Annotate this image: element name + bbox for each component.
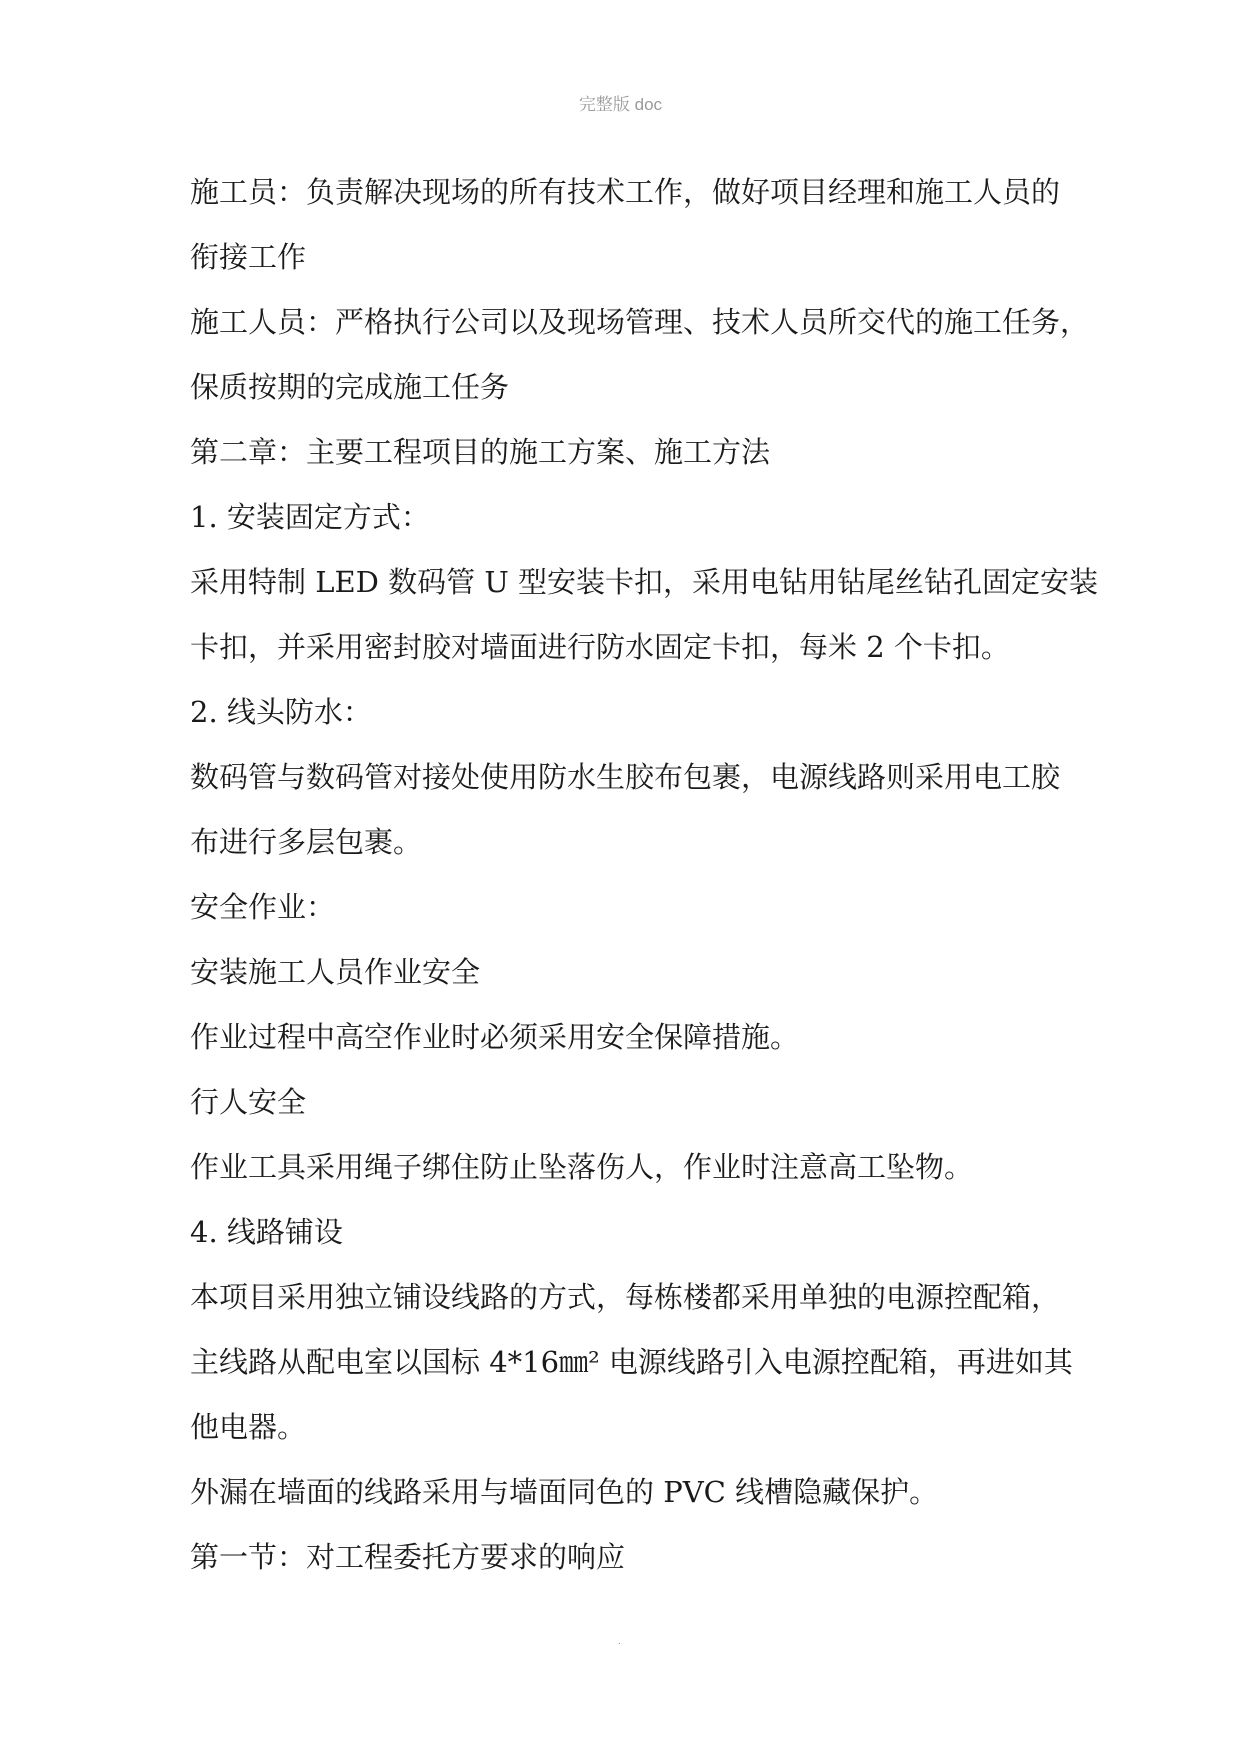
text-line: 卡扣，并采用密封胶对墙面进行防水固定卡扣，每米 2 个卡扣。 [190,630,1010,664]
text-line: 安装施工人员作业安全 [190,955,481,989]
text-line: 衔接工作 [190,240,307,274]
text-line: 他电器。 [190,1410,307,1444]
section-heading: 第一节：对工程委托方要求的响应 [190,1540,626,1574]
section-heading: 4. 线路铺设 [190,1215,343,1249]
text-line: 施工员：负责解决现场的所有技术工作，做好项目经理和施工人员的 [190,175,1061,209]
document-body [190,160,1098,1590]
page-footer-dot: . [618,1636,621,1647]
chapter-heading: 第二章：主要工程项目的施工方案、施工方法 [190,435,771,469]
section-heading: 安全作业： [190,890,336,924]
text-line: 数码管与数码管对接处使用防水生胶布包裹，电源线路则采用电工胶 [190,760,1061,794]
text-line: 保质按期的完成施工任务 [190,370,510,404]
section-heading: 1. 安装固定方式： [190,500,430,534]
text-line: 外漏在墙面的线路采用与墙面同色的 PVC 线槽隐藏保护。 [190,1475,939,1509]
text-line: 施工人员：严格执行公司以及现场管理、技术人员所交代的施工任务， [190,305,1090,339]
text-line: 作业过程中高空作业时必须采用安全保障措施。 [190,1020,800,1054]
text-line: 主线路从配电室以国标 4*16㎜² 电源线路引入电源控配箱，再进如其 [190,1345,1073,1379]
section-heading: 2. 线头防水： [190,695,372,729]
text-line: 布进行多层包裹。 [190,825,423,859]
text-line: 行人安全 [190,1085,307,1119]
page-header: 完整版 doc [578,95,663,114]
text-line: 作业工具采用绳子绑住防止坠落伤人，作业时注意高工坠物。 [190,1150,974,1184]
text-line: 本项目采用独立铺设线路的方式，每栋楼都采用单独的电源控配箱， [190,1280,1061,1314]
text-line: 采用特制 LED 数码管 U 型安装卡扣，采用电钻用钻尾丝钻孔固定安装 [190,565,1098,599]
